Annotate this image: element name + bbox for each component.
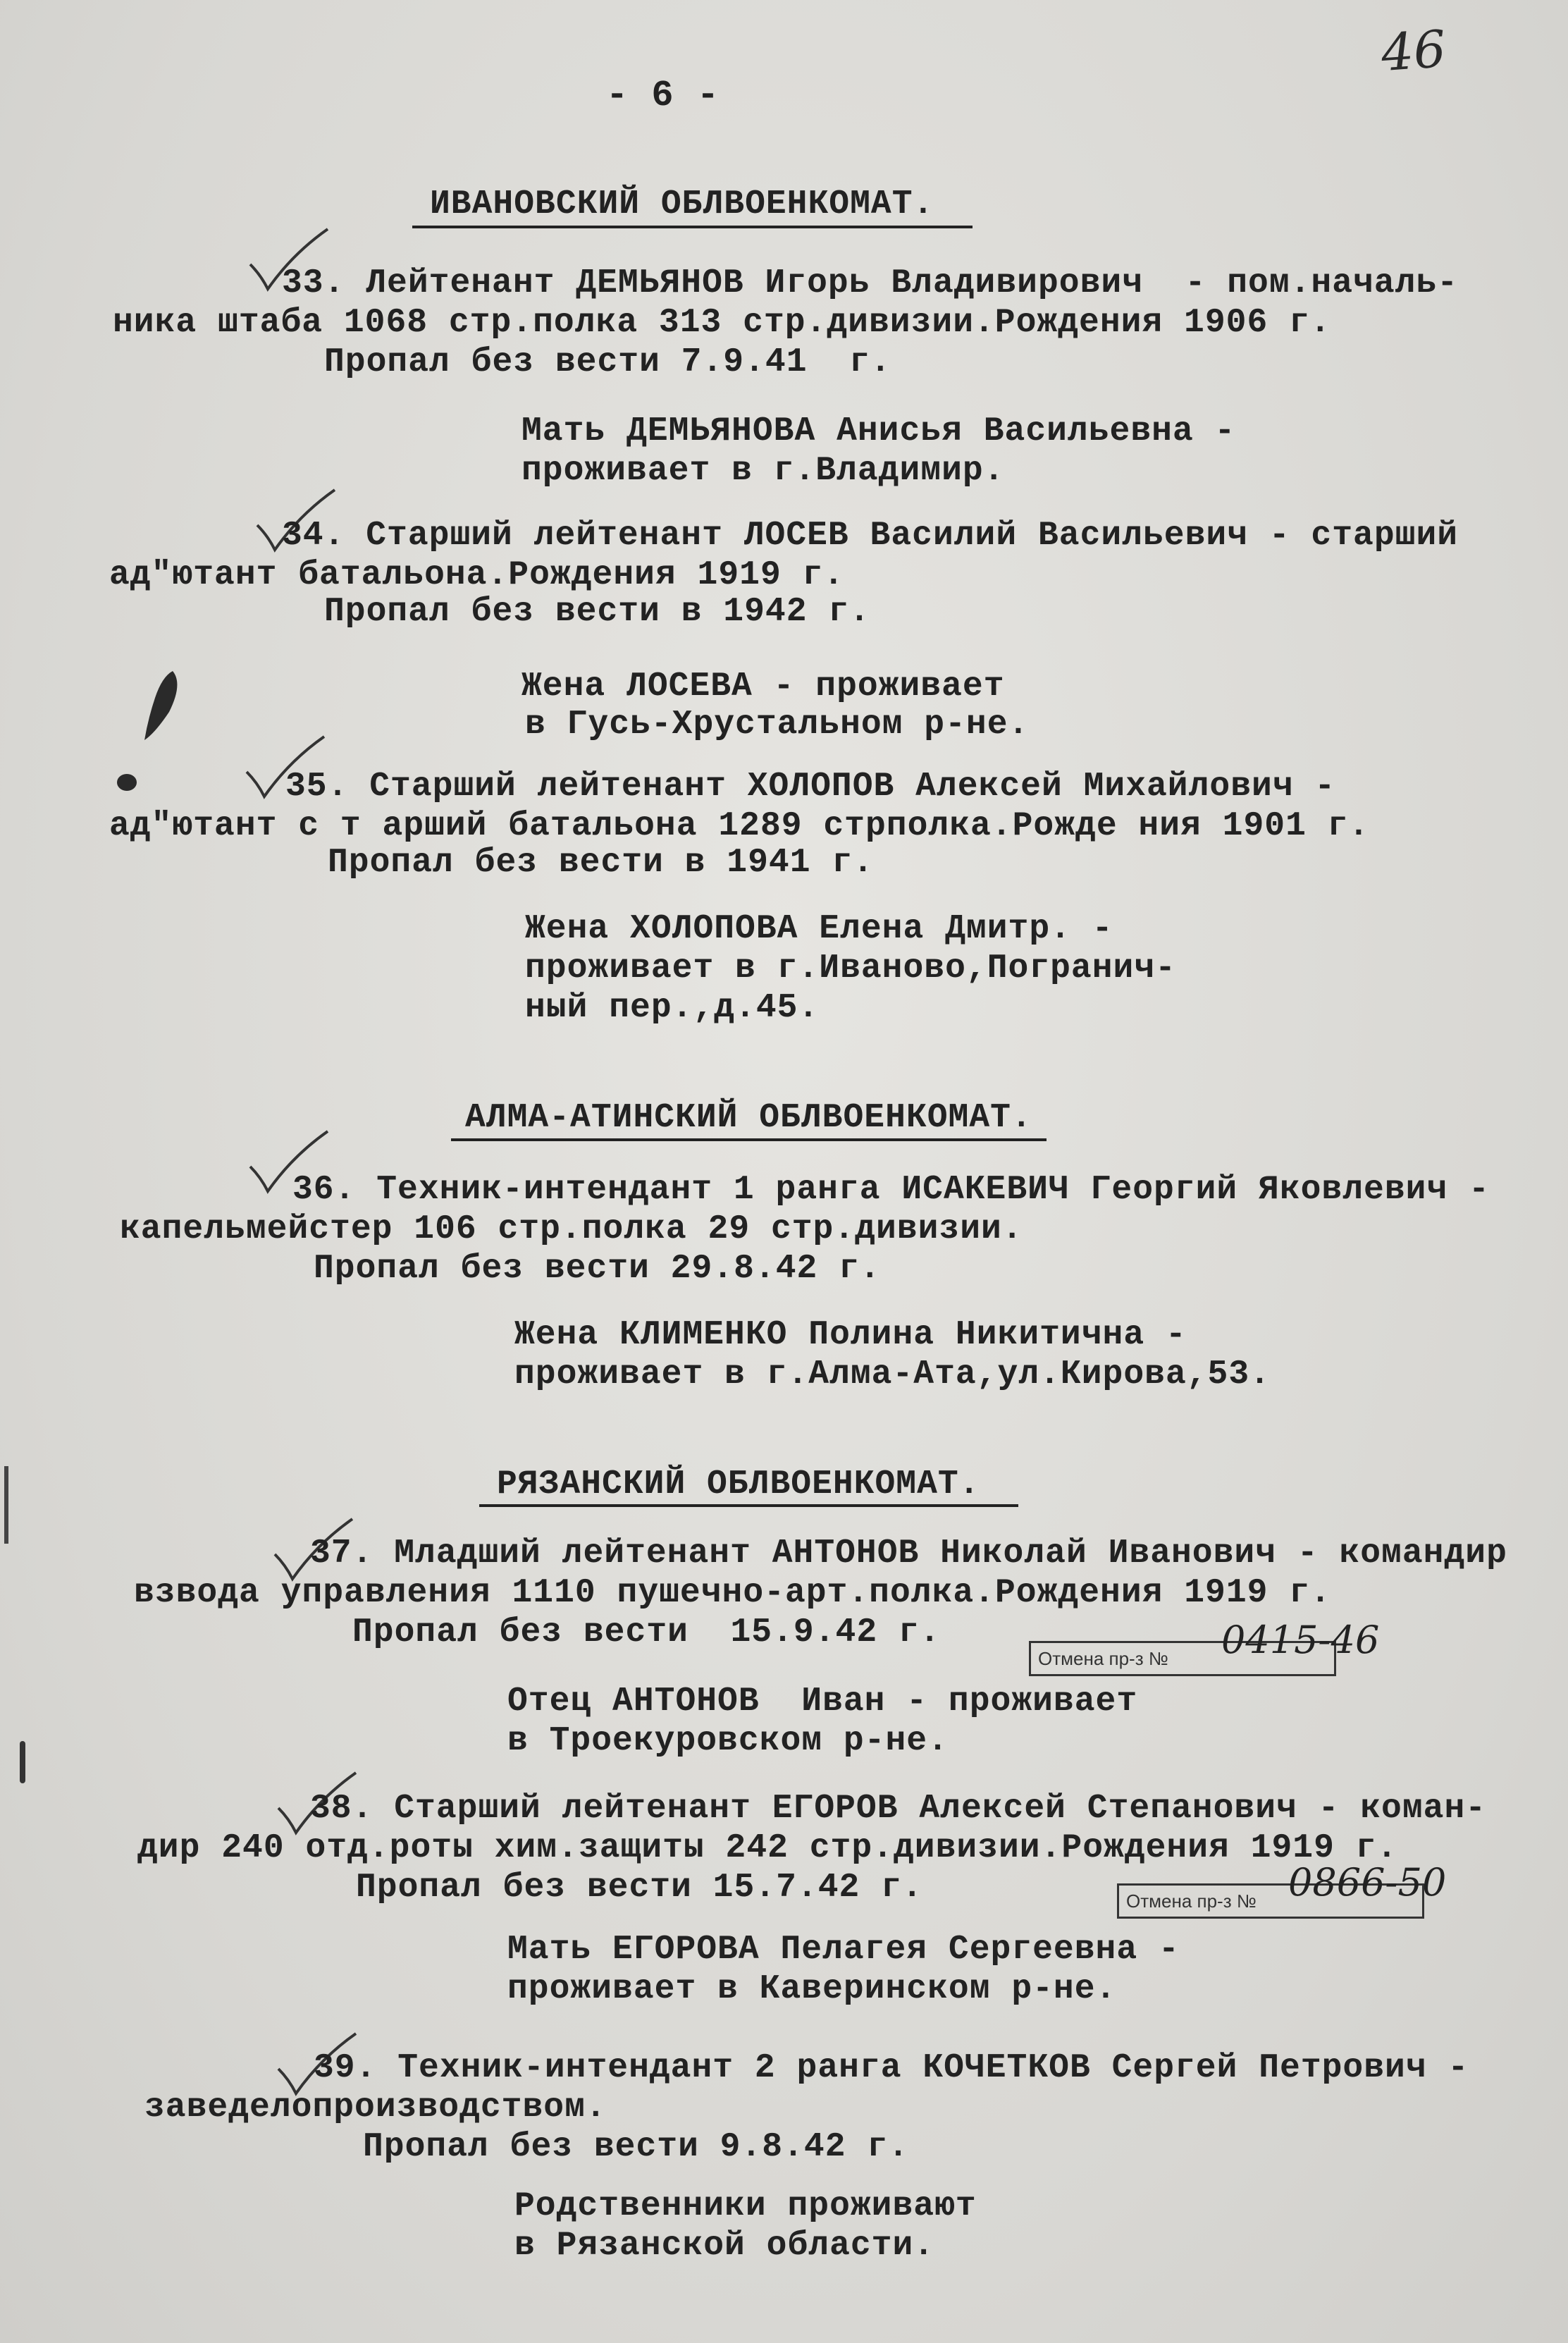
cancellation-stamp — [1117, 1860, 1447, 1919]
entry-36-relative-1: Жена КЛИМЕНКО Полина Никитична - — [514, 1316, 1187, 1354]
stamp-label: Отмена пр-з № — [1038, 1648, 1168, 1669]
entry-36-line-2: капельмейстер 106 стр.полка 29 стр.дивизии. — [120, 1210, 1023, 1248]
page-number: - 6 - — [606, 75, 720, 116]
stamp-handwritten-number: 0866-50 — [1288, 1860, 1447, 1905]
entry-35-relative-3: ный пер.,д.45. — [525, 989, 820, 1027]
entry-35-line-2: ад"ютант с т арший батальона 1289 стрполка.Рожде ния 1901 г. — [109, 807, 1370, 845]
entry-38-line-2: дир 240 отд.роты хим.защиты 242 стр.дивизии.Рождения 1919 г. — [137, 1829, 1398, 1867]
entry-33-line-1: 33. Лейтенант ДЕМЬЯНОВ Игорь Владивирович - пом.началь- — [282, 264, 1459, 302]
entry-38-relative-1: Мать ЕГОРОВА Пелагея Сергеевна - — [507, 1931, 1180, 1969]
underline — [451, 1138, 1047, 1141]
entry-37-relative-2: в Троекуровском р-не. — [507, 1722, 949, 1760]
margin-mark — [4, 1466, 8, 1544]
exclamation-mark-icon — [106, 663, 190, 804]
entry-33-line-2: ника штаба 1068 стр.полка 313 стр.дивизии.Рождения 1906 г. — [113, 304, 1331, 342]
entry-34-line-2: ад"ютант батальона.Рождения 1919 г. — [109, 556, 845, 594]
section-heading-ryazan: РЯЗАНСКИЙ ОБЛВОЕНКОМАТ. — [497, 1465, 980, 1503]
section-heading-ivanovo: ИВАНОВСКИЙ ОБЛВОЕНКОМАТ. — [430, 185, 934, 223]
entry-34-relative-2: в Гусь-Хрустальном р-не. — [525, 706, 1030, 744]
section-heading-alma-ata: АЛМА-АТИНСКИЙ ОБЛВОЕНКОМАТ. — [465, 1099, 1032, 1137]
entry-36-line-3: Пропал без вести 29.8.42 г. — [314, 1250, 881, 1288]
entry-35-relative-2: проживает в г.Иваново,Погранич- — [525, 949, 1176, 988]
entry-38-line-1: 38. Старший лейтенант ЕГОРОВ Алексей Степанович - коман- — [310, 1790, 1487, 1828]
stamp-handwritten-number: 0415-46 — [1221, 1618, 1380, 1662]
entry-34-line-3: Пропал без вести в 1942 г. — [324, 593, 870, 631]
entry-35-line-3: Пропал без вести в 1941 г. — [328, 844, 874, 882]
entry-36-relative-2: проживает в г.Алма-Ата,ул.Кирова,53. — [514, 1355, 1271, 1394]
entry-35-line-1: 35. Старший лейтенант ХОЛОПОВ Алексей Михайлович - — [285, 768, 1336, 806]
entry-38-relative-2: проживает в Каверинском р-не. — [507, 1970, 1117, 2008]
entry-39-line-1: 39. Техник-интендант 2 ранга КОЧЕТКОВ Сергей Петрович - — [314, 2049, 1469, 2087]
entry-33-relative-2: проживает в г.Владимир. — [521, 452, 1005, 490]
entry-33-relative-1: Мать ДЕМЬЯНОВА Анисья Васильевна - — [521, 412, 1236, 450]
cancellation-stamp — [1029, 1618, 1380, 1676]
entry-36-line-1: 36. Техник-интендант 1 ранга ИСАКЕВИЧ Георгий Яковлевич - — [292, 1171, 1490, 1209]
entry-39-line-3: Пропал без вести 9.8.42 г. — [363, 2128, 909, 2166]
entry-39-relative-1: Родственники проживают — [514, 2187, 977, 2225]
entry-33-line-3: Пропал без вести 7.9.41 г. — [324, 343, 891, 381]
margin-mark — [20, 1741, 25, 1783]
entry-38-line-3: Пропал без вести 15.7.42 г. — [356, 1869, 923, 1907]
entry-37-line-1: 37. Младший лейтенант АНТОНОВ Николай Иванович - командир — [310, 1535, 1507, 1573]
entry-39-line-2: заведелопроизводством. — [144, 2089, 607, 2127]
underline — [479, 1504, 1018, 1507]
entry-35-relative-1: Жена ХОЛОПОВА Елена Дмитр. - — [525, 910, 1113, 948]
underline — [412, 226, 973, 228]
stamp-label: Отмена пр-з № — [1126, 1890, 1257, 1912]
folio-number: 46 — [1379, 18, 1448, 83]
entry-34-line-1: 34. Старший лейтенант ЛОСЕВ Василий Васильевич - старший — [282, 517, 1459, 555]
entry-37-relative-1: Отец АНТОНОВ Иван - проживает — [507, 1683, 1138, 1721]
entry-34-relative-1: Жена ЛОСЕВА - проживает — [521, 668, 1005, 706]
entry-39-relative-2: в Рязанской области. — [514, 2227, 935, 2265]
entry-37-line-3: Пропал без вести 15.9.42 г. — [352, 1613, 941, 1652]
entry-37-line-2: взвода управления 1110 пушечно-арт.полка.Рождения 1919 г. — [134, 1574, 1331, 1612]
